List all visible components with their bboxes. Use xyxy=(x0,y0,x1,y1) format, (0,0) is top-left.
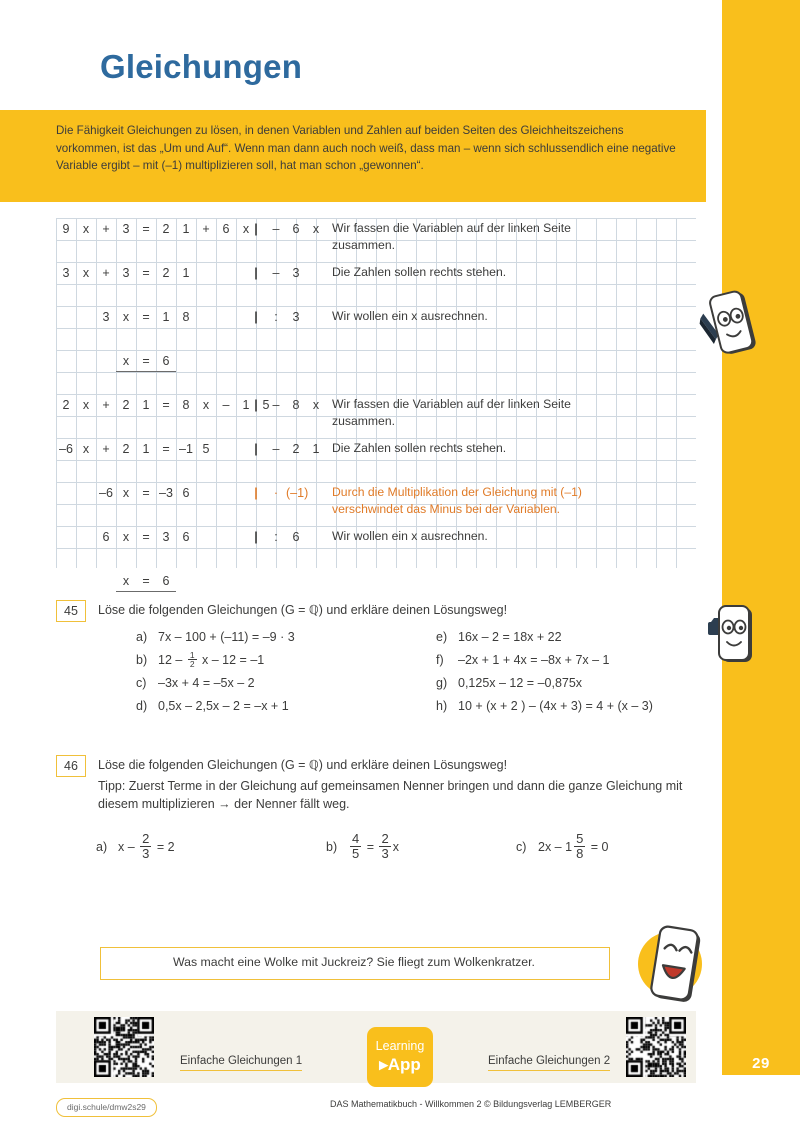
url-pill[interactable]: digi.schule/dmw2s29 xyxy=(56,1098,157,1117)
page-number: 29 xyxy=(752,1055,770,1072)
exercise-item: b) $\frac{4}{5}$ = $\frac{2}{3}$ x xyxy=(326,831,399,861)
answer-underline xyxy=(116,371,176,372)
equation-explanation: Die Zahlen sollen rechts stehen. xyxy=(332,265,507,279)
equation-line: x = 6 xyxy=(122,354,170,368)
equation-operation: | : 3 xyxy=(254,310,300,324)
item-label: e) xyxy=(436,630,448,644)
page-number-rule xyxy=(739,1077,783,1079)
equation-explanation: Wir wollen ein x ausrechnen. xyxy=(332,529,488,543)
item-label: a) xyxy=(96,839,108,854)
exercise-item: g) 0,125x – 12 = –0,875x xyxy=(436,672,653,695)
equation-operation: | · (–1) xyxy=(254,486,309,500)
exercise-item: a) 7x – 100 + (–11) = –9 · 3 xyxy=(136,626,295,649)
equation-line: 6 x = 3 6 xyxy=(102,530,190,544)
page-title: Gleichungen xyxy=(100,48,303,85)
exercise-item: d) 0,5x – 2,5x – 2 = –x + 1 xyxy=(136,695,295,718)
equation-line: –6 x = –3 6 xyxy=(99,486,190,500)
item-label: a) xyxy=(136,630,148,644)
item-label: b) xyxy=(326,839,338,854)
phone-camera-mascot xyxy=(702,602,758,668)
item-label: g) xyxy=(436,676,448,690)
app-label-left: Einfache Gleichungen 1 xyxy=(180,1055,302,1071)
equation-line: x = 6 xyxy=(122,574,170,588)
item-label: d) xyxy=(136,699,148,713)
equation-explanation: Die Zahlen sollen rechts stehen. xyxy=(332,441,507,455)
equation-line: 9 x + 3 = 2 1 + 6 x xyxy=(62,222,250,236)
equation-operation: | – 3 xyxy=(254,266,300,280)
equation-line: 3 x = 1 8 xyxy=(102,310,190,324)
equation-explanation: Durch die Multiplikation der Gleichung mit (–1) verschwindet das Minus bei der Variablen. xyxy=(332,485,582,516)
exercise-46-instruction: Löse die folgenden Gleichungen (G = ℚ) und erkläre deinen Lösungsweg! xyxy=(98,758,508,772)
learning-app-logo[interactable] xyxy=(367,1027,433,1087)
exercise-46-tip: Tipp: Zuerst Terme in der Gleichung auf gemeinsamen Nenner bringen und dann die ganze Gleichung mit diesem multiplizieren → der Nenner fällt weg. xyxy=(98,779,683,811)
equation-operation: | – 6 x xyxy=(254,222,320,236)
equation-operation: | – 8 x xyxy=(254,398,320,412)
qr-code-right[interactable] xyxy=(626,1017,686,1077)
exercise-45-items-right xyxy=(436,626,653,718)
exercise-46-number: 46 xyxy=(56,755,86,777)
laughing-phone-mascot xyxy=(630,922,710,1006)
fraction: $\frac{2}{3}$ xyxy=(142,831,150,861)
item-label: f) xyxy=(436,653,444,667)
exercise-45-number: 45 xyxy=(56,600,86,622)
equation-line: –6 x + 2 1 = –1 5 xyxy=(59,442,210,456)
exercise-item: b) 12 – $\frac{1}{2}$ x – 12 = –1 xyxy=(136,649,295,672)
app-label-right: Einfache Gleichungen 2 xyxy=(488,1055,610,1071)
exercise-45-instruction: Löse die folgenden Gleichungen (G = ℚ) und erkläre deinen Lösungsweg! xyxy=(98,603,508,617)
intro-text: Die Fähigkeit Gleichungen zu lösen, in denen Variablen und Zahlen auf beiden Seiten des Gleichheitszeichens vorkommen, ist das „Um und Auf“. Wenn man dann auch noch weiß, dass man – wenn sich schlussendlich eine negative Variable ergibt – mit (–1) multiplizieren soll, hat man schon „gewonnen“. xyxy=(56,124,676,172)
item-label: c) xyxy=(516,839,527,854)
equation-explanation: Wir wollen ein x ausrechnen. xyxy=(332,309,488,323)
fraction: $\frac{5}{8}$ xyxy=(576,831,584,861)
exercise-item: h) 10 + (x + 2 ) – (4x + 3) = 4 + (x – 3) xyxy=(436,695,653,718)
equation-operation: | : 6 xyxy=(254,530,300,544)
equation-line: 2 x + 2 1 = 8 x – 1 5 xyxy=(62,398,270,412)
page-side-bar xyxy=(722,0,800,1075)
learning-app-logo-line2: ▸App xyxy=(379,1055,421,1074)
qr-code-left[interactable] xyxy=(94,1017,154,1077)
item-label: b) xyxy=(136,653,148,667)
fraction: $\frac{2}{3}$ xyxy=(381,831,389,861)
phone-pencil-mascot xyxy=(697,288,759,364)
page-number-block xyxy=(722,1055,800,1115)
equation-explanation: Wir fassen die Variablen auf der linken Seite zusammen. xyxy=(332,397,571,428)
equation-operation: | – 2 1 xyxy=(254,442,320,456)
item-label: c) xyxy=(136,676,147,690)
item-label: h) xyxy=(436,699,448,713)
fraction: $\frac{1}{2}$ xyxy=(189,649,195,670)
exercise-item: c) –3x + 4 = –5x – 2 xyxy=(136,672,295,695)
exercise-item: a) x – $\frac{2}{3}$ = 2 xyxy=(96,831,175,861)
exercise-item: e) 16x – 2 = 18x + 22 xyxy=(436,626,653,649)
exercise-45-items-left xyxy=(136,626,295,718)
copyright-line: DAS Mathematikbuch - Willkommen 2 © Bildungsverlag LEMBERGER xyxy=(330,1099,612,1109)
learning-app-logo-line1: Learning xyxy=(375,1039,425,1053)
exercise-item: c) 2x – 1 $\frac{5}{8}$ = 0 xyxy=(516,831,609,861)
equation-line: 3 x + 3 = 2 1 xyxy=(62,266,190,280)
answer-underline xyxy=(116,591,176,592)
exercise-item: f) –2x + 1 + 4x = –8x + 7x – 1 xyxy=(436,649,653,672)
joke-text: Was macht eine Wolke mit Juckreiz? Sie fliegt zum Wolkenkratzer. xyxy=(173,955,535,969)
fraction: $\frac{4}{5}$ xyxy=(352,831,360,861)
equation-explanation: Wir fassen die Variablen auf der linken Seite zusammen. xyxy=(332,221,571,252)
